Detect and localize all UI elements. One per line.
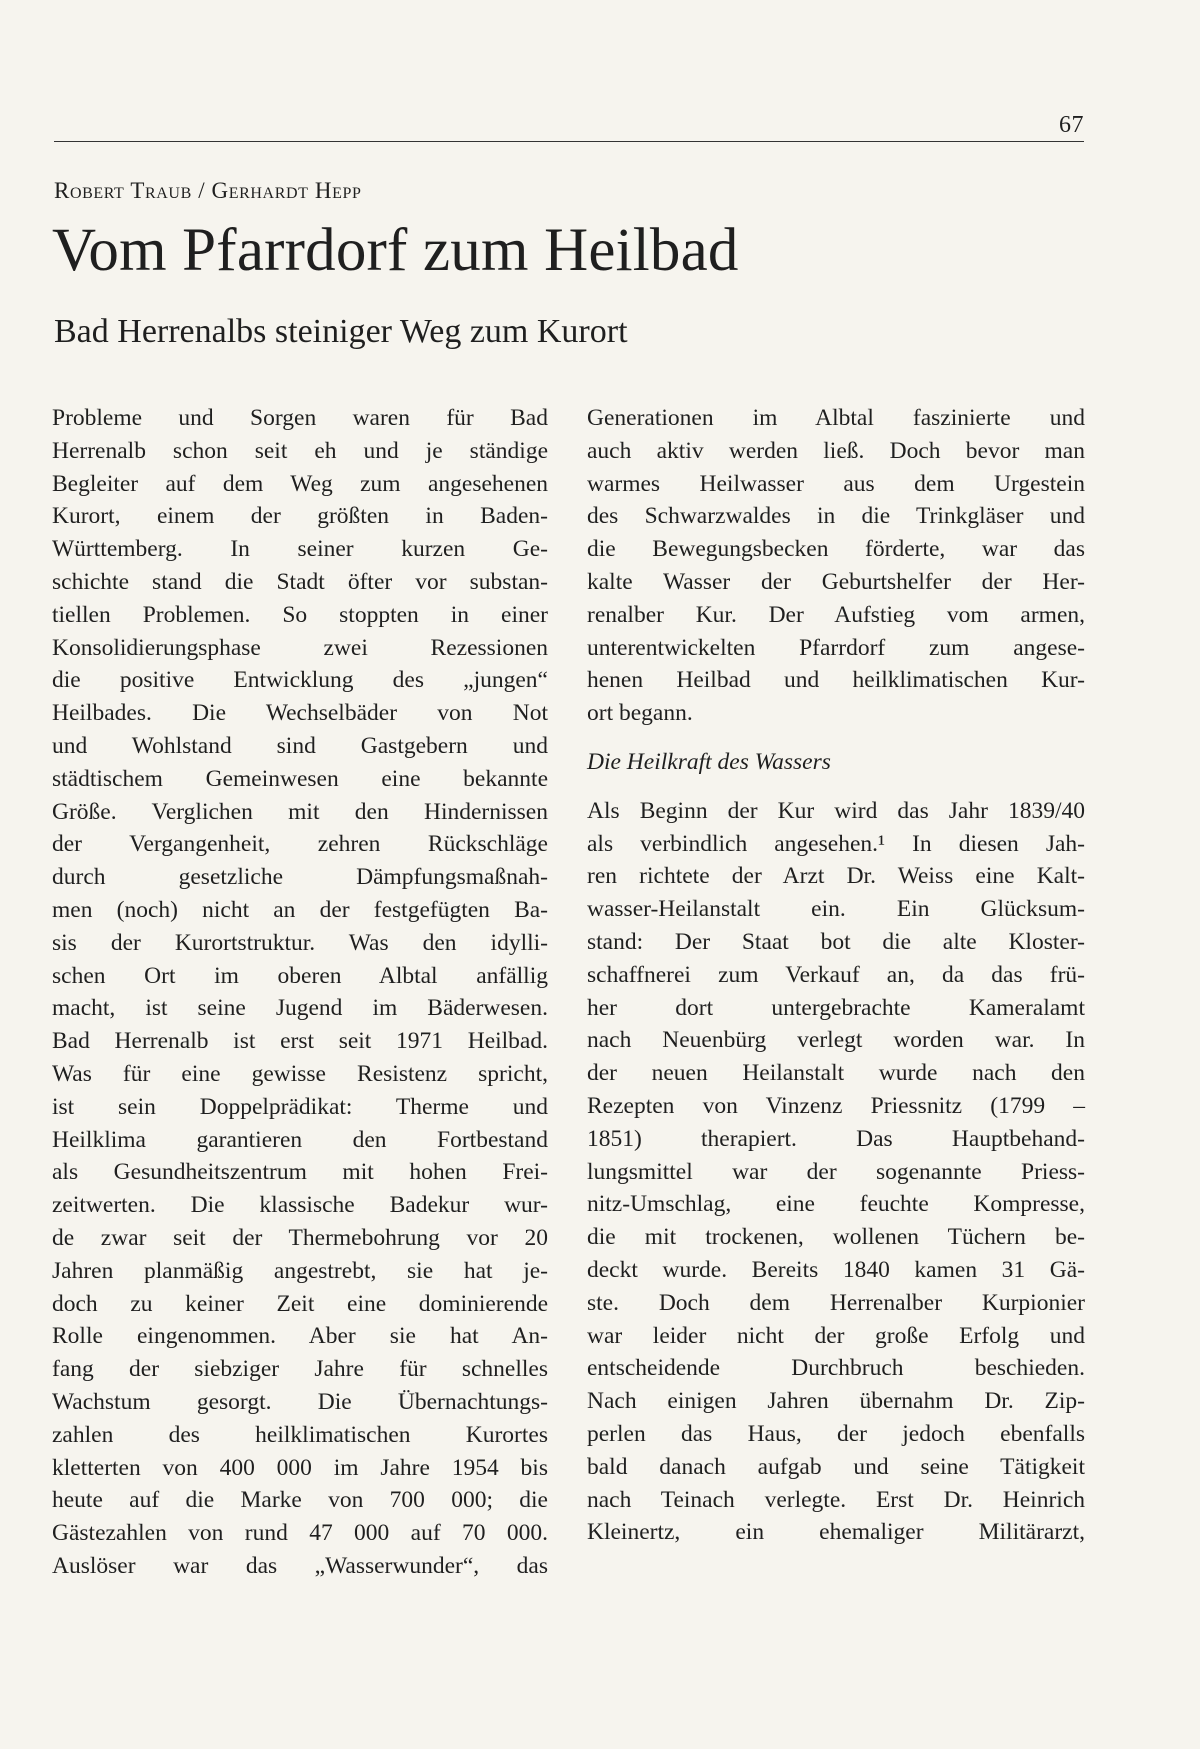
text-line: heute auf die Marke von 700 000; die xyxy=(52,1487,548,1514)
text-line: Größe. Verglichen mit den Hindernissen xyxy=(52,798,548,825)
text-line: renalber Kur. Der Aufstieg vom armen, xyxy=(587,601,1085,628)
text-line: Kleinertz, ein ehemaliger Militärarzt, xyxy=(587,1519,1085,1546)
text-line: ort begann. xyxy=(587,700,693,727)
text-line: Was für eine gewisse Resistenz spricht, xyxy=(52,1060,548,1087)
text-line: die mit trockenen, wollenen Tüchern be- xyxy=(587,1224,1085,1251)
text-line: zeitwerten. Die klassische Badekur wur- xyxy=(52,1192,548,1219)
text-line: die positive Entwicklung des „jungen“ xyxy=(52,667,548,694)
text-line: sis der Kurortstruktur. Was den idylli- xyxy=(52,929,548,956)
text-line: und Wohlstand sind Gastgebern und xyxy=(52,732,548,759)
text-line: schen Ort im oberen Albtal anfällig xyxy=(52,962,548,989)
text-line: Rolle eingenommen. Aber sie hat An- xyxy=(52,1323,548,1350)
page-number: 67 xyxy=(1059,112,1084,138)
section-heading: Die Heilkraft des Wassers xyxy=(587,748,831,775)
right-paragraph-2 xyxy=(587,795,1085,1549)
text-line: de zwar seit der Thermebohrung vor 20 xyxy=(52,1224,548,1251)
text-line: als Gesundheitszentrum mit hohen Frei- xyxy=(52,1159,548,1186)
text-line: ren richtete der Arzt Dr. Weiss eine Kalt- xyxy=(587,863,1085,890)
right-paragraph-1 xyxy=(587,402,1085,730)
text-line: Gästezahlen von rund 47 000 auf 70 000. xyxy=(52,1520,548,1547)
text-line: warmes Heilwasser aus dem Urgestein xyxy=(587,470,1085,497)
text-line: wasser-Heilanstalt ein. Ein Glücksum- xyxy=(587,896,1085,923)
text-line: Württemberg. In seiner kurzen Ge- xyxy=(52,536,548,563)
text-line: Heilklima garantieren den Fortbestand xyxy=(52,1126,548,1153)
text-line: der neuen Heilanstalt wurde nach den xyxy=(587,1060,1085,1087)
text-line: Wachstum gesorgt. Die Übernachtungs- xyxy=(52,1388,548,1415)
text-line: nach Neuenbürg verlegt worden war. In xyxy=(587,1027,1085,1054)
article-authors: Robert Traub / Gerhardt Hepp xyxy=(54,178,362,203)
text-line: her dort untergebrachte Kameralamt xyxy=(587,994,1085,1021)
text-line: Rezepten von Vinzenz Priessnitz (1799 – xyxy=(587,1092,1085,1119)
right-column xyxy=(587,402,1085,1549)
text-line: als verbindlich angesehen.¹ In diesen Jah- xyxy=(587,830,1085,857)
text-line: Auslöser war das „Wasserwunder“, das xyxy=(52,1552,548,1579)
text-line: schichte stand die Stadt öfter vor substan- xyxy=(52,568,548,595)
text-line: bald danach aufgab und seine Tätigkeit xyxy=(587,1453,1085,1480)
text-line: Generationen im Albtal faszinierte und xyxy=(587,405,1085,431)
left-column xyxy=(52,402,548,1583)
text-line: zahlen des heilklimatischen Kurortes xyxy=(52,1421,548,1448)
text-line: Heilbades. Die Wechselbäder von Not xyxy=(52,700,548,727)
text-line: die Bewegungsbecken förderte, war das xyxy=(587,536,1085,563)
text-line: nach Teinach verlegte. Erst Dr. Heinrich xyxy=(587,1486,1085,1513)
article-title: Vom Pfarrdorf zum Heilbad xyxy=(52,217,739,284)
text-line: deckt wurde. Bereits 1840 kamen 31 Gä- xyxy=(587,1256,1085,1283)
text-line: schaffnerei zum Verkauf an, da das frü- xyxy=(587,961,1085,988)
text-line: ist sein Doppelprädikat: Therme und xyxy=(52,1093,548,1120)
text-line: 1851) therapiert. Das Hauptbehand- xyxy=(587,1125,1085,1152)
text-line: Nach einigen Jahren übernahm Dr. Zip- xyxy=(587,1388,1085,1415)
text-line: unterentwickelten Pfarrdorf zum angese- xyxy=(587,634,1085,661)
text-line: Herrenalb schon seit eh und je ständige xyxy=(52,437,548,464)
text-line: Als Beginn der Kur wird das Jahr 1839/40 xyxy=(587,797,1085,824)
text-line: Kurort, einem der größten in Baden- xyxy=(52,503,548,530)
text-line: Probleme und Sorgen waren für Bad xyxy=(52,405,548,431)
text-line: macht, ist seine Jugend im Bäderwesen. xyxy=(52,995,548,1022)
text-line: Begleiter auf dem Weg zum angesehenen xyxy=(52,470,548,497)
text-line: doch zu keiner Zeit eine dominierende xyxy=(52,1290,548,1317)
text-line: ste. Doch dem Herrenalber Kurpionier xyxy=(587,1289,1085,1316)
text-line: Jahren planmäßig angestrebt, sie hat je- xyxy=(52,1257,548,1284)
text-line: war leider nicht der große Erfolg und xyxy=(587,1322,1085,1349)
text-line: entscheidende Durchbruch beschieden. xyxy=(587,1355,1085,1382)
header-rule xyxy=(54,141,1084,142)
text-line: kalte Wasser der Geburtshelfer der Her- xyxy=(587,568,1085,595)
text-line: perlen das Haus, der jedoch ebenfalls xyxy=(587,1420,1085,1447)
text-line: nitz-Umschlag, eine feuchte Kompresse, xyxy=(587,1191,1085,1218)
text-line: stand: Der Staat bot die alte Kloster- xyxy=(587,928,1085,955)
text-line: Bad Herrenalb ist erst seit 1971 Heilbad. xyxy=(52,1028,548,1055)
text-line: kletterten von 400 000 im Jahre 1954 bis xyxy=(52,1454,548,1481)
text-line: men (noch) nicht an der festgefügten Ba- xyxy=(52,896,548,923)
text-line: der Vergangenheit, zehren Rückschläge xyxy=(52,831,548,858)
text-line: auch aktiv werden ließ. Doch bevor man xyxy=(587,437,1085,464)
text-line: fang der siebziger Jahre für schnelles xyxy=(52,1356,548,1383)
text-line: Konsolidierungsphase zwei Rezessionen xyxy=(52,634,548,661)
text-line: lungsmittel war der sogenannte Priess- xyxy=(587,1158,1085,1185)
article-subtitle: Bad Herrenalbs steiniger Weg zum Kurort xyxy=(54,313,628,350)
text-line: des Schwarzwaldes in die Trinkgläser und xyxy=(587,503,1085,530)
text-line: durch gesetzliche Dämpfungsmaßnah- xyxy=(52,864,548,891)
text-line: städtischem Gemeinwesen eine bekannte xyxy=(52,765,548,792)
text-line: tiellen Problemen. So stoppten in einer xyxy=(52,601,548,628)
text-line: henen Heilbad und heilklimatischen Kur- xyxy=(587,667,1085,694)
